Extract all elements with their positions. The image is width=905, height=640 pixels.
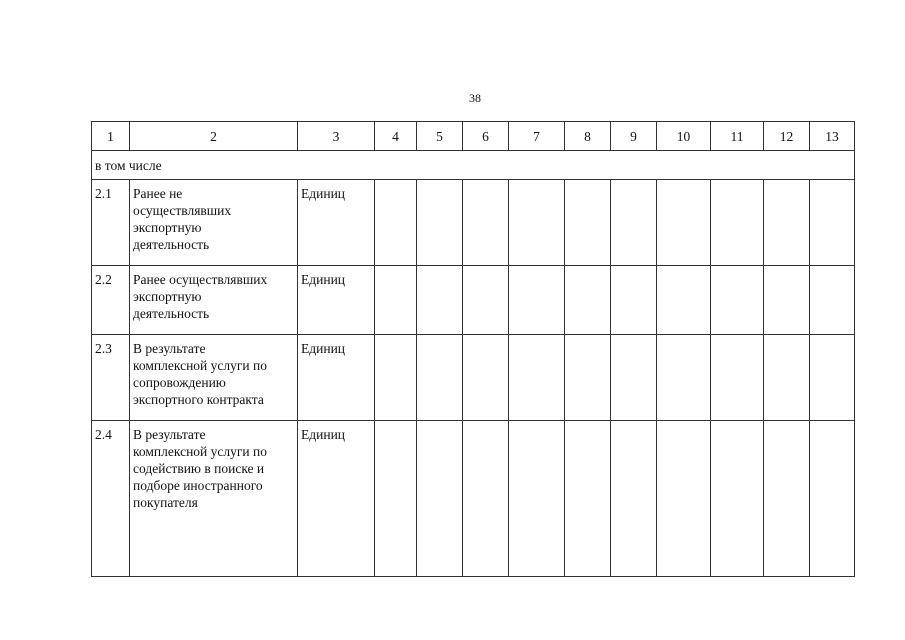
row-number: 2.4 [92, 421, 130, 577]
row-name-line: комплексной услуги по [133, 444, 267, 459]
row-number: 2.1 [92, 180, 130, 266]
empty-cell [764, 266, 810, 335]
column-header: 6 [463, 122, 509, 151]
column-header: 4 [375, 122, 417, 151]
empty-cell [657, 266, 711, 335]
table-row [92, 421, 855, 577]
row-name [130, 421, 298, 577]
column-header: 7 [509, 122, 565, 151]
empty-cell [375, 421, 417, 577]
empty-cell [463, 266, 509, 335]
empty-cell [611, 180, 657, 266]
table-header-row [92, 122, 855, 151]
empty-cell [611, 335, 657, 421]
empty-cell [565, 180, 611, 266]
empty-cell [417, 335, 463, 421]
row-name [130, 180, 298, 266]
empty-cell [711, 421, 764, 577]
row-name-line: экспортную [133, 289, 202, 304]
column-header: 5 [417, 122, 463, 151]
page-number: 38 [469, 91, 481, 105]
row-name-line: Ранее осуществлявших [133, 272, 268, 287]
column-header: 12 [764, 122, 810, 151]
empty-cell [810, 266, 855, 335]
empty-cell [611, 421, 657, 577]
row-name [130, 335, 298, 421]
empty-cell [509, 421, 565, 577]
table-row [92, 266, 855, 335]
empty-cell [375, 266, 417, 335]
row-name-line: Ранее не [133, 186, 183, 201]
column-header: 2 [130, 122, 298, 151]
empty-cell [375, 335, 417, 421]
row-number: 2.3 [92, 335, 130, 421]
column-header: 10 [657, 122, 711, 151]
empty-cell [657, 180, 711, 266]
empty-cell [509, 180, 565, 266]
row-name-line: В результате [133, 427, 206, 442]
empty-cell [657, 335, 711, 421]
row-name-line: комплексной услуги по [133, 358, 267, 373]
row-name-line: подборе иностранного [133, 478, 263, 493]
row-name-line: деятельность [133, 306, 210, 321]
table-subheader-row [92, 151, 855, 180]
empty-cell [375, 180, 417, 266]
column-header: 13 [810, 122, 855, 151]
row-name-line: экспортную [133, 220, 202, 235]
empty-cell [565, 266, 611, 335]
empty-cell [611, 266, 657, 335]
empty-cell [509, 266, 565, 335]
empty-cell [463, 335, 509, 421]
empty-cell [764, 421, 810, 577]
row-name [130, 266, 298, 335]
column-header: 8 [565, 122, 611, 151]
empty-cell [463, 421, 509, 577]
column-header: 3 [298, 122, 375, 151]
subheader-cell: в том числе [92, 151, 855, 180]
empty-cell [417, 266, 463, 335]
row-name-line: экспортного контракта [133, 392, 264, 407]
empty-cell [711, 180, 764, 266]
empty-cell [764, 335, 810, 421]
row-name-line: В результате [133, 341, 206, 356]
column-header: 11 [711, 122, 764, 151]
empty-cell [657, 421, 711, 577]
empty-cell [417, 421, 463, 577]
empty-cell [711, 335, 764, 421]
row-unit: Единиц [298, 180, 375, 266]
empty-cell [463, 180, 509, 266]
column-header: 1 [92, 122, 130, 151]
row-name-line: покупателя [133, 495, 198, 510]
row-unit: Единиц [298, 266, 375, 335]
data-table [91, 121, 855, 577]
empty-cell [565, 421, 611, 577]
empty-cell [810, 180, 855, 266]
empty-cell [764, 180, 810, 266]
table-row [92, 335, 855, 421]
row-name-line: осуществлявших [133, 203, 232, 218]
column-header: 9 [611, 122, 657, 151]
row-name-line: сопровождению [133, 375, 226, 390]
empty-cell [810, 421, 855, 577]
empty-cell [509, 335, 565, 421]
row-unit: Единиц [298, 421, 375, 577]
empty-cell [565, 335, 611, 421]
table-row [92, 180, 855, 266]
empty-cell [417, 180, 463, 266]
row-unit: Единиц [298, 335, 375, 421]
empty-cell [711, 266, 764, 335]
empty-cell [810, 335, 855, 421]
row-number: 2.2 [92, 266, 130, 335]
row-name-line: деятельность [133, 237, 210, 252]
row-name-line: содействию в поиске и [133, 461, 265, 476]
